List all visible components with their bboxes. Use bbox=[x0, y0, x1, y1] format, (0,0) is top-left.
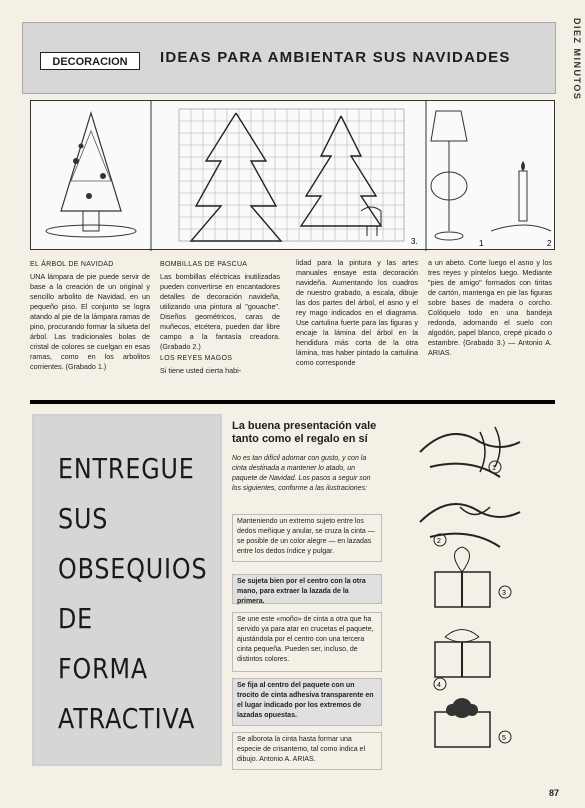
figure-number: 1 bbox=[479, 239, 484, 248]
lamp-and-candle-drawing bbox=[431, 111, 552, 248]
column-heading: BOMBILLAS DE PASCUA bbox=[160, 261, 248, 268]
big-title-line: FORMA bbox=[58, 652, 149, 685]
step-4: Se fija al centro del paquete con un trocito de cinta adhesiva transparente en el lugar indicado por los extremos de lazadas opuestas. bbox=[232, 678, 382, 726]
section-label: DECORACION bbox=[40, 52, 140, 70]
step-1: Manteniendo un extremo sujeto entre los dedos meñique y anular, se cruza la cinta — se posible de un color alegre — en lazadas entre los dedos índice y pulgar. bbox=[232, 514, 382, 562]
article-column-2 bbox=[160, 258, 280, 376]
bow-illustrations bbox=[400, 412, 550, 767]
page-number: 87 bbox=[549, 788, 560, 798]
section-divider bbox=[30, 400, 555, 404]
column-heading: EL ÁRBOL DE NAVIDAD bbox=[30, 261, 114, 268]
intro-paragraph: No es tan difícil adornar con gusto, y con la cinta destinada a mantener lo atado, un paquete de Navidad. Los pasos a seguir son los siguientes, conforme a las ilustraciones: bbox=[232, 455, 371, 492]
title-box bbox=[32, 414, 222, 766]
big-title-line: DE bbox=[58, 602, 94, 635]
lamp-tree-drawing bbox=[46, 113, 136, 237]
step-number: 3 bbox=[502, 590, 506, 597]
step-number: 1 bbox=[492, 465, 496, 472]
gift-box-illustration bbox=[435, 547, 511, 607]
column-subheading: LOS REYES MAGOS bbox=[160, 355, 233, 362]
column-body: lidad para la pintura y las artes manuales ensaye esta decoración navideña. Aumentando los cuadros de nuestro grabado, a escala, dibuje las dos partes del árbol, el asno y el rey mago indicados en el diagrama. Use cartulina fuerte para las figuras y encaje la lámina del árbol en la hendidura más corta de la otra lámina, tras haber pintado la cartulina como corresponde bbox=[296, 258, 418, 367]
step-2: Se sujeta bien por el centro con la otra mano, para extraer la lazada de la primera. bbox=[232, 574, 382, 604]
big-title-line: ENTREGUE bbox=[58, 452, 195, 485]
big-title-line: OBSEQUIOS bbox=[58, 552, 208, 585]
figure-number: 2 bbox=[547, 239, 552, 248]
column-body: Si tiene usted cierta habi- bbox=[160, 366, 242, 375]
big-title-line: SUS bbox=[58, 502, 109, 535]
article-column-4 bbox=[428, 258, 552, 358]
step-3: Se une este «moño» de cinta a otra que ha servido ya para atar en crucetas el paquete, ajustándola por el centro con una tercera cinta pequeña. Pueden ser, incluso, de distintos colores. bbox=[232, 612, 382, 672]
step-5: Se alborota la cinta hasta formar una especie de crisantemo, tal como indica el dibujo. Antonio A. ARIAS. bbox=[232, 732, 382, 770]
magazine-name: DIEZ MINUTOS bbox=[572, 18, 582, 101]
subheading-line: La buena presentación vale bbox=[232, 420, 377, 432]
column-body: UNA lámpara de pie puede servir de base a la creación de un original y sencillo arbolito de Navidad, en un pequeño piso. El conjunto se logra atando al pie de la lámpara ramas de pino, procurando formar la silueta del árbol. Las tradicionales bolas de cristal de colores se cuelgan en esas ramas, como en los arbolitos corrientes. (Grabado 1.) bbox=[30, 272, 150, 371]
subheading-line: tanto como el regalo en sí bbox=[232, 433, 368, 445]
article-column-3 bbox=[296, 258, 418, 368]
step-number: 4 bbox=[437, 682, 441, 689]
hand-illustration bbox=[420, 504, 520, 547]
step-number: 5 bbox=[502, 735, 506, 742]
headline: IDEAS PARA AMBIENTAR SUS NAVIDADES bbox=[160, 49, 511, 66]
subheading bbox=[232, 420, 376, 446]
gift-box-illustration bbox=[435, 698, 511, 747]
article-column-1 bbox=[30, 258, 150, 372]
pattern-grid bbox=[179, 109, 418, 246]
illustrations-panel bbox=[30, 100, 555, 250]
illustrations-svg bbox=[31, 101, 556, 251]
step-number: 2 bbox=[437, 538, 441, 545]
big-title-line: ATRACTIVA bbox=[58, 702, 196, 735]
bow-illustrations-svg bbox=[400, 412, 550, 767]
column-body: Las bombillas eléctricas inutilizadas pueden convertirse en encantadores detalles de decoración navideña, utilizando una pintura al "gouache". Diseños geométricos, caras de muñecos, etcétera, pueden dar libre campo a la fantasía creadora. (Grabado 2.) bbox=[160, 272, 280, 351]
figure-number: 3. bbox=[411, 237, 418, 246]
column-body: a un abeto. Corte luego el asno y los tres reyes y píntelos luego. Mediante "pies de amigo" formados con tiritas de cartón, mantenga en pie las figuras sobre bases de madera o corcho. Colóquelo todo en una bandeja redonda, adornando el suelo con algodón, papel blanco, crepé picado o estambre. (Grabado 3.) — Antonio A. ARIAS. bbox=[428, 258, 552, 357]
gift-box-illustration bbox=[434, 630, 490, 691]
hand-illustration bbox=[420, 427, 520, 477]
